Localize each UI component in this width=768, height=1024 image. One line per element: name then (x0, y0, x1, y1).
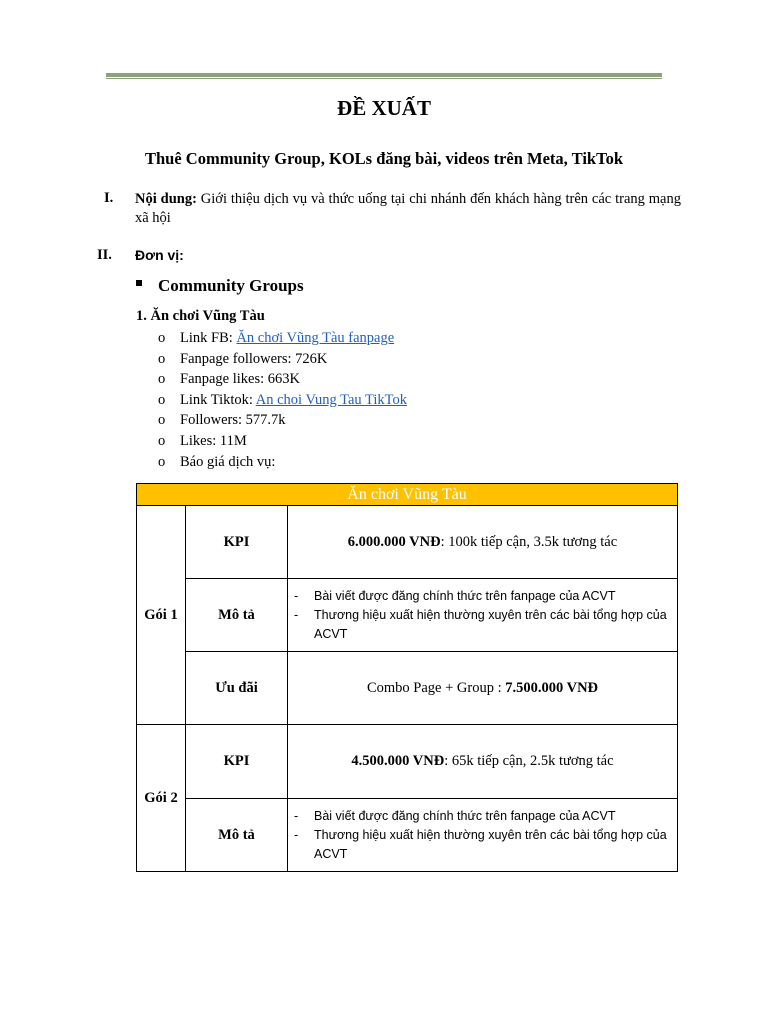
circle-bullet-icon: o (158, 330, 166, 346)
kpi-detail: : 65k tiếp cận, 2.5k tương tác (444, 753, 614, 769)
kpi-label: KPI (186, 506, 288, 579)
circle-bullet-icon: o (158, 350, 166, 367)
kpi-value (288, 506, 678, 579)
list-item (158, 349, 407, 370)
page-title: ĐỀ XUẤT (337, 96, 431, 120)
group-info-list (158, 328, 407, 472)
section-label: Đơn vị: (135, 247, 184, 263)
circle-bullet-icon: o (158, 371, 166, 388)
mota-line-text: Bài viết được đăng chính thức trên fanpage của ACVT (314, 808, 616, 823)
dash-bullet-icon: - (294, 607, 299, 622)
mota-value (288, 799, 678, 872)
mota-label: Mô tả (186, 579, 288, 652)
list-item-text: Fanpage followers: 726K (180, 350, 328, 367)
square-bullet-icon (136, 280, 142, 286)
list-item-text: Likes: 11M (180, 432, 247, 449)
mota-line (294, 606, 669, 644)
section-label: Nội dung: (135, 191, 197, 207)
table-header: Ăn chơi Vũng Tàu (137, 484, 678, 506)
mota-line-text: Thương hiệu xuất hiện thường xuyên trên các bài tổng hợp của ACVT (314, 827, 667, 861)
uudai-text: Combo Page + Group : (366, 679, 506, 696)
kpi-label: KPI (186, 725, 288, 799)
mota-line (294, 826, 669, 864)
list-item-text: Link FB: (180, 330, 237, 346)
section-number: II. (97, 247, 112, 263)
circle-bullet-icon: o (158, 391, 166, 408)
top-rule-thin (106, 78, 662, 79)
package-name: Gói 1 (137, 506, 186, 725)
circle-bullet-icon: o (158, 453, 166, 470)
pricing-table (136, 483, 678, 872)
uudai-label: Ưu đãi (186, 652, 288, 725)
mota-line (294, 807, 669, 826)
kpi-price: 4.500.000 VNĐ (351, 753, 445, 769)
mota-line-text: Thương hiệu xuất hiện thường xuyên trên các bài tổng hợp của ACVT (314, 607, 667, 641)
mota-line-text: Bài viết được đăng chính thức trên fanpage của ACVT (314, 588, 616, 603)
list-item (158, 390, 407, 411)
list-item-text: Link Tiktok: (180, 391, 256, 408)
circle-bullet-icon: o (158, 432, 166, 449)
dash-bullet-icon: - (294, 808, 299, 823)
facebook-link[interactable]: Ăn chơi Vũng Tàu fanpage (236, 330, 395, 346)
circle-bullet-icon: o (158, 412, 166, 429)
list-item-text: Fanpage likes: 663K (180, 371, 301, 388)
package-name: Gói 2 (137, 725, 186, 872)
mota-line (294, 587, 669, 606)
list-item (158, 452, 407, 473)
list-item (158, 410, 407, 431)
dash-bullet-icon: - (294, 827, 299, 842)
mota-label: Mô tả (186, 799, 288, 872)
uudai-price: 7.500.000 VNĐ (505, 679, 599, 696)
list-item (158, 369, 407, 390)
list-item (158, 328, 407, 349)
kpi-detail: : 100k tiếp cận, 3.5k tương tác (440, 533, 618, 550)
uudai-value (288, 652, 678, 725)
kpi-price: 6.000.000 VNĐ (347, 533, 441, 550)
kpi-value (288, 725, 678, 799)
group-title: 1. Ăn chơi Vũng Tàu (136, 308, 265, 324)
community-heading-text: Community Groups (158, 276, 304, 295)
list-item-text: Followers: 577.7k (180, 412, 286, 429)
dash-bullet-icon: - (294, 588, 299, 603)
tiktok-link[interactable]: An choi Vung Tau TikTok (255, 391, 408, 408)
community-heading (136, 276, 304, 296)
list-item-text: Báo giá dịch vụ: (180, 453, 276, 470)
mota-value (288, 579, 678, 652)
page-subtitle: Thuê Community Group, KOLs đăng bài, videos trên Meta, TikTok (145, 149, 623, 168)
section-number: I. (104, 190, 114, 206)
list-item (158, 431, 407, 452)
top-rule (106, 73, 662, 77)
section-text: Giới thiệu dịch vụ và thức uống tại chi nhánh đến khách hàng trên các trang mạng xã hội (135, 191, 681, 226)
section-body (135, 190, 681, 228)
